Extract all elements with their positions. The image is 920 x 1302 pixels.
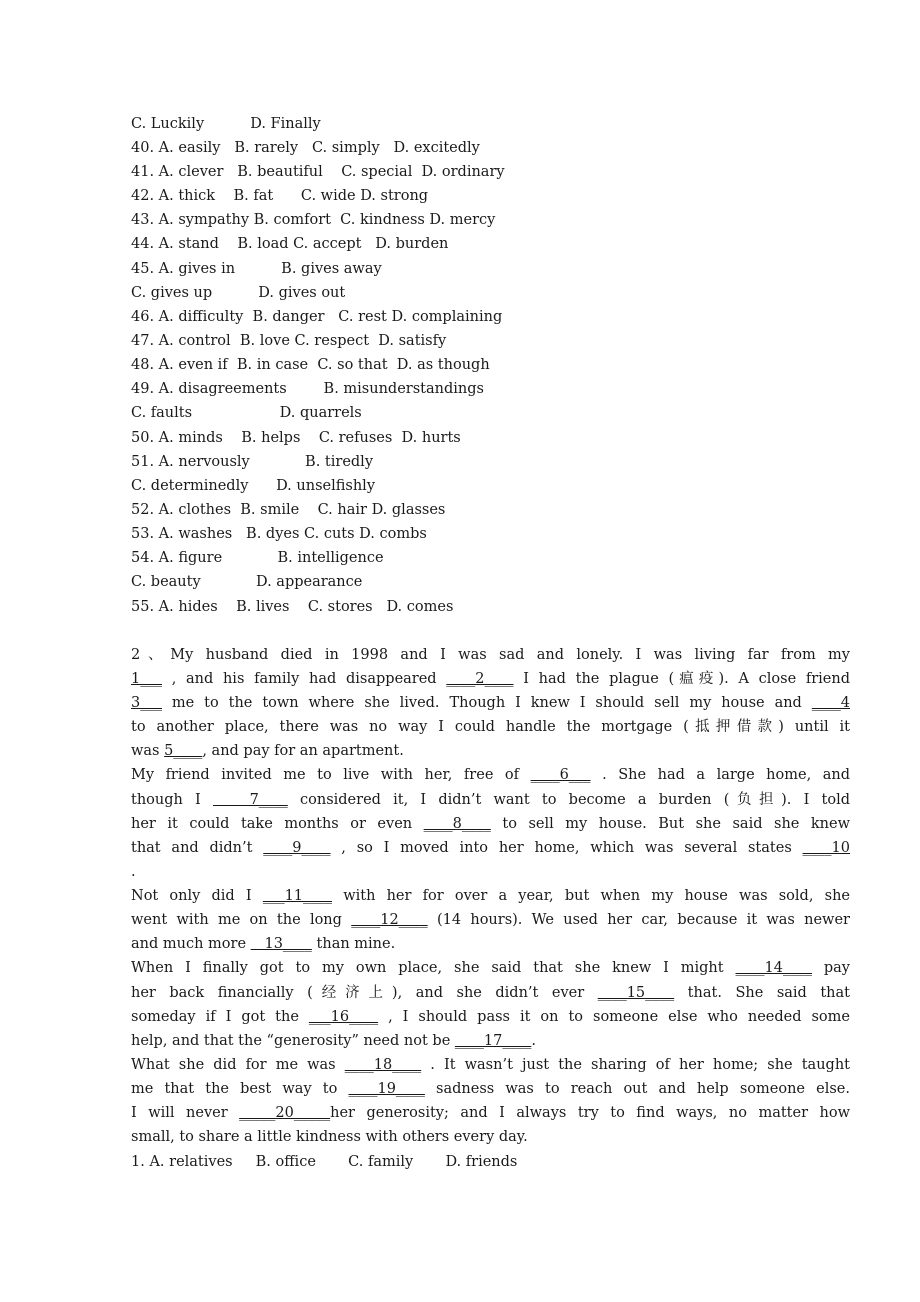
option-line: C. gives up D. gives out — [131, 285, 346, 301]
text: . It wasn’t just the sharing of her home; she taught — [421, 1057, 850, 1073]
passage-line — [131, 691, 850, 715]
text: , and pay for an apartment. — [202, 743, 404, 759]
text: and much more — [131, 936, 251, 952]
text: her back financially (经济上), and she didn’t ever — [131, 985, 598, 1001]
text: , I should pass it on to someone else who needed some — [378, 1009, 850, 1025]
option-line: 44. A. stand B. load C. accept D. burden — [131, 236, 449, 252]
text: (14 hours). We used her car, because it was newer — [427, 912, 850, 928]
text: her generosity; and I always try to find ways, no matter how — [330, 1105, 850, 1121]
text: . — [531, 1033, 536, 1049]
blank-16: ___16____ — [308, 1009, 379, 1025]
text: her it could take months or even — [131, 816, 424, 832]
text: Not only did I — [131, 888, 263, 904]
option-line: C. determinedly D. unselfishly — [131, 478, 376, 494]
blank-9: ____9____ — [263, 840, 331, 856]
option-line: 50. A. minds B. helps C. refuses D. hurts — [131, 430, 461, 446]
passage-line — [131, 763, 850, 787]
passage-line: 2、My husband died in 1998 and I was sad and lonely. I was living far from my — [131, 647, 850, 663]
blank-18: ____18____ — [344, 1057, 422, 1073]
passage-line — [131, 884, 850, 908]
text: sadness was to reach out and help someone else. — [424, 1081, 850, 1097]
blank-7: 7____ — [212, 792, 288, 808]
blank-19: ____19____ — [348, 1081, 425, 1097]
passage-line — [131, 836, 850, 860]
option-line: 52. A. clothes B. smile C. hair D. glasses — [131, 502, 446, 518]
passage-line — [131, 739, 850, 763]
text: considered it, I didn’t want to become a burden (负担). I told — [287, 792, 850, 808]
passage-line — [131, 1053, 850, 1077]
option-line: 51. A. nervously B. tiredly — [131, 454, 374, 470]
blank-13: 13____ — [250, 936, 312, 952]
text: help, and that the “generosity” need not be — [131, 1033, 455, 1049]
option-line: 46. A. difficulty B. danger C. rest D. complaining — [131, 309, 503, 325]
text: My friend invited me to live with her, free of — [131, 767, 531, 783]
blank-6: ____6___ — [530, 767, 591, 783]
blank-3: 3___ — [131, 695, 162, 711]
passage-line — [131, 1101, 850, 1125]
blank-1: 1___ — [131, 671, 162, 687]
text: I had the plague (瘟疫). A close friend — [513, 671, 851, 687]
option-line: C. beauty D. appearance — [131, 574, 363, 590]
option-line: 40. A. easily B. rarely C. simply D. excitedly — [131, 140, 480, 156]
blank-20: _____20_____ — [239, 1105, 331, 1121]
text: to sell my house. But she said she knew — [490, 816, 850, 832]
passage-line: . — [131, 864, 136, 880]
text: pay — [811, 960, 850, 976]
text: someday if I got the — [131, 1009, 309, 1025]
passage-line — [131, 981, 850, 1005]
passage-line: to another place, there was no way I could handle the mortgage (抵押借款) until it — [131, 719, 850, 735]
blank-17: ____17____ — [454, 1033, 532, 1049]
text: me that the best way to — [131, 1081, 349, 1097]
blank-12: ____12____ — [351, 912, 428, 928]
option-line: 53. A. washes B. dyes C. cuts D. combs — [131, 526, 427, 542]
blank-4: ____4 — [811, 695, 850, 711]
passage-line — [131, 788, 850, 812]
text: When I finally got to my own place, she said that she knew I might — [131, 960, 736, 976]
option-line: C. faults D. quarrels — [131, 405, 362, 421]
passage-line — [131, 812, 850, 836]
blank-14: ____14____ — [735, 960, 812, 976]
passage-line — [131, 908, 850, 932]
passage-line — [131, 1029, 850, 1053]
text: me to the town where she lived. Though I knew I should sell my house and — [161, 695, 812, 711]
blank-11: ___11____ — [262, 888, 333, 904]
option-line: 45. A. gives in B. gives away — [131, 261, 382, 277]
text: with her for over a year, but when my house was sold, she — [332, 888, 850, 904]
blank-8: ____8____ — [423, 816, 491, 832]
text: , so I moved into her home, which was several states — [330, 840, 803, 856]
text: What she did for me was — [131, 1057, 345, 1073]
text: . She had a large home, and — [590, 767, 850, 783]
blank-2: ____2____ — [446, 671, 514, 687]
text: , and his family had disappeared — [161, 671, 447, 687]
blank-5: 5____ — [164, 743, 203, 759]
text: than mine. — [311, 936, 396, 952]
option-line: 47. A. control B. love C. respect D. satisfy — [131, 333, 447, 349]
passage-line — [131, 956, 850, 980]
passage-line — [131, 1077, 850, 1101]
passage-line — [131, 1005, 850, 1029]
blank-15: ____15____ — [597, 985, 675, 1001]
text: I will never — [131, 1105, 240, 1121]
option-line: C. Luckily D. Finally — [131, 116, 321, 132]
option-line: 42. A. thick B. fat C. wide D. strong — [131, 188, 429, 204]
text: though I — [131, 792, 213, 808]
text: that and didn’t — [131, 840, 264, 856]
passage-line — [131, 667, 850, 691]
option-line: 54. A. figure B. intelligence — [131, 550, 384, 566]
text: was — [131, 743, 165, 759]
text: that. She said that — [674, 985, 850, 1001]
option-line: 41. A. clever B. beautiful C. special D. ordinary — [131, 164, 505, 180]
option-line: 48. A. even if B. in case C. so that D. as though — [131, 357, 490, 373]
option-line: 49. A. disagreements B. misunderstandings — [131, 381, 484, 397]
option-line: 55. A. hides B. lives C. stores D. comes — [131, 599, 454, 615]
blank-10: ____10 — [802, 840, 850, 856]
question-line: 1. A. relatives B. office C. family D. friends — [131, 1154, 518, 1170]
passage-line: small, to share a little kindness with others every day. — [131, 1129, 528, 1145]
passage-line — [131, 932, 850, 956]
text: went with me on the long — [131, 912, 352, 928]
option-line: 43. A. sympathy B. comfort C. kindness D. mercy — [131, 212, 496, 228]
